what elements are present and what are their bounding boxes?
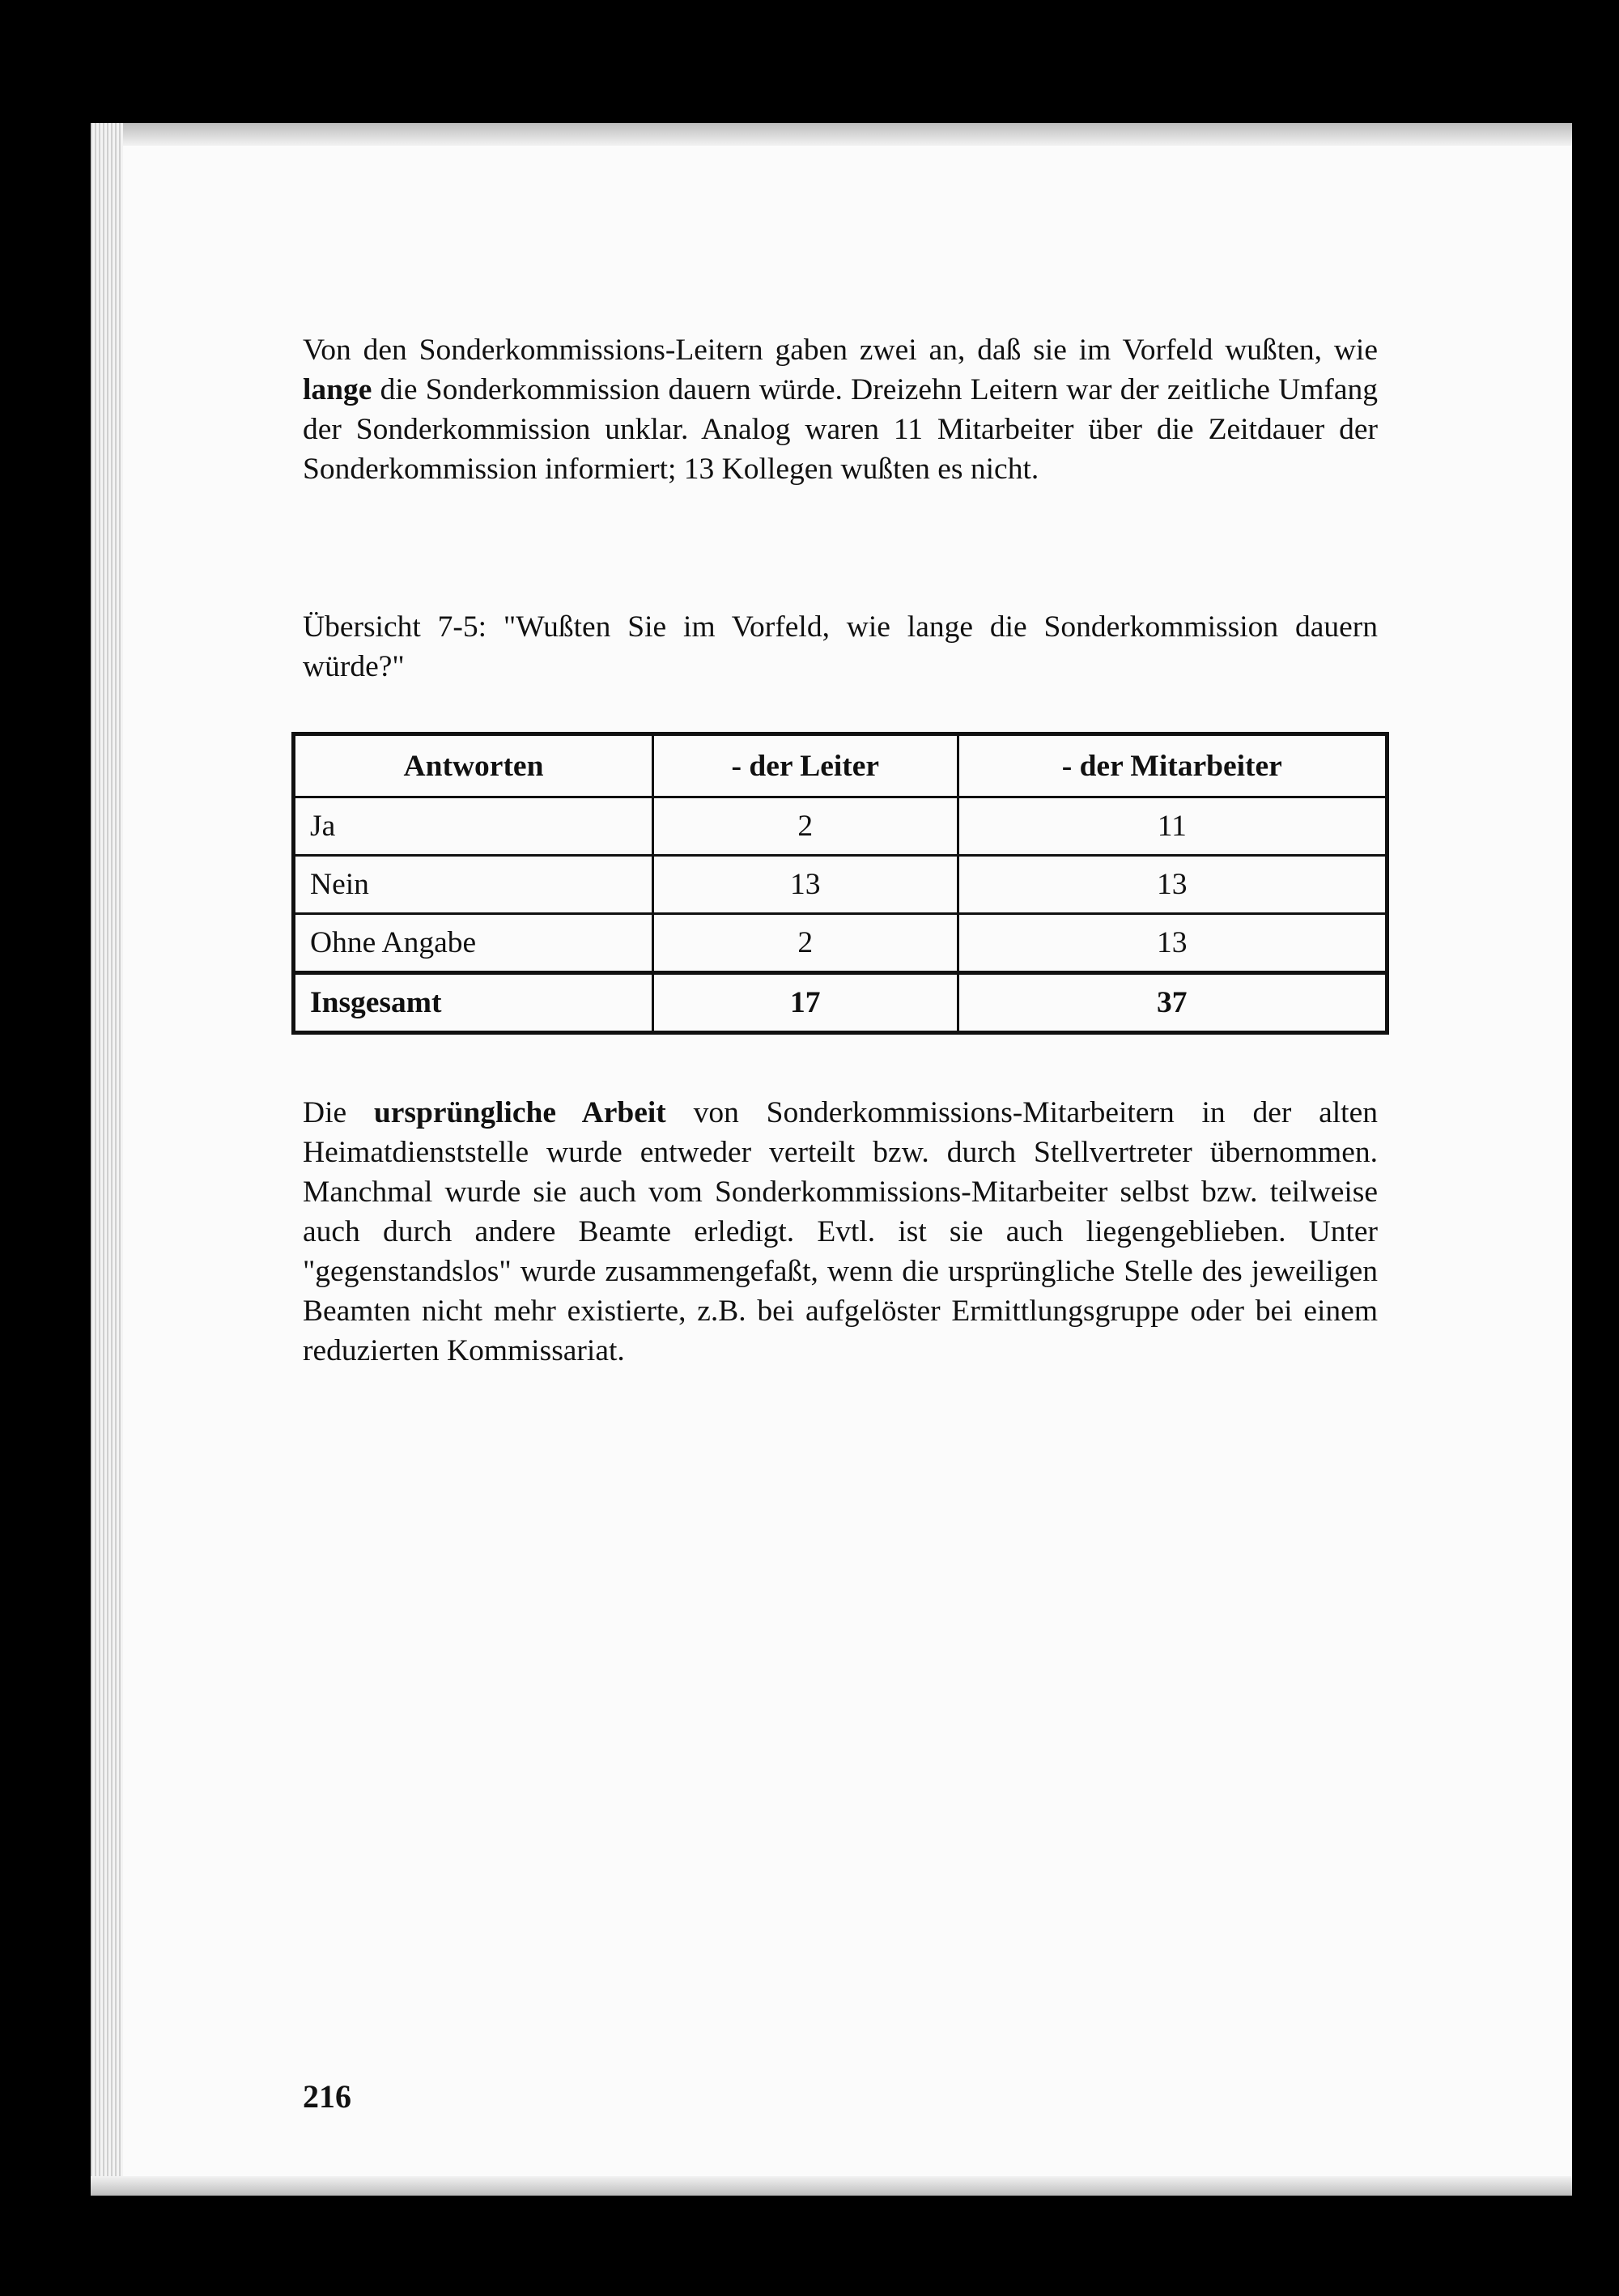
table-row <box>294 797 1387 856</box>
page-stack-edges <box>91 123 123 2196</box>
cell-mitarbeiter: 13 <box>958 855 1387 913</box>
cell-mitarbeiter: 11 <box>958 797 1387 856</box>
paragraph-intro <box>303 330 1378 489</box>
total-label: Insgesamt <box>294 972 653 1032</box>
table-header-row <box>294 734 1387 797</box>
total-leiter: 17 <box>653 972 958 1032</box>
scan-background <box>1572 123 1619 2196</box>
header-leiter: - der Leiter <box>653 734 958 797</box>
survey-table <box>291 732 1389 1035</box>
table-total-row <box>294 972 1387 1032</box>
row-label: Ohne Angabe <box>294 913 653 972</box>
emphasis: ursprüngliche Arbeit <box>373 1096 666 1129</box>
cell-leiter: 2 <box>653 797 958 856</box>
table-row <box>294 913 1387 972</box>
header-antworten: Antworten <box>294 734 653 797</box>
cell-leiter: 2 <box>653 913 958 972</box>
header-mitarbeiter: - der Mitarbeiter <box>958 734 1387 797</box>
total-mitarbeiter: 37 <box>958 972 1387 1032</box>
table-row <box>294 855 1387 913</box>
row-label: Nein <box>294 855 653 913</box>
cell-mitarbeiter: 13 <box>958 913 1387 972</box>
row-label: Ja <box>294 797 653 856</box>
cell-leiter: 13 <box>653 855 958 913</box>
text-run: Die <box>303 1096 374 1129</box>
text-run: von Sonderkommissions-Mitarbeitern in der alten Heimatdienststelle wurde entweder verteilt bzw. durch Stellvertreter übernommen. Manchmal wurde sie auch vom Sonderkommissions-Mitarbeiter selbst bzw. teilweise auch durch andere Beamte erledigt. Evtl. ist sie auch liegengeblieben. Unter "gegenstandslos" wurde zusammengefaßt, wenn die ursprüngliche Stelle des jeweiligen Beamten nicht mehr existierte, z.B. bei aufgelöster Ermittlungsgruppe oder bei einem reduzierten Kommissariat. <box>303 1096 1378 1367</box>
text-run: Von den Sonderkommissions-Leitern gaben zwei an, daß sie im Vorfeld wußten, wie <box>303 334 1378 367</box>
paragraph-original-work <box>303 1093 1378 1371</box>
table-caption: Übersicht 7-5: "Wußten Sie im Vorfeld, wie lange die Sonderkommission dauern würde?" <box>303 610 1378 683</box>
emphasis: lange <box>303 373 372 406</box>
page-bottom-shadow <box>91 2176 1572 2196</box>
page-top-shadow <box>91 123 1572 146</box>
text-run: die Sonderkommission dauern würde. Dreizehn Leitern war der zeitliche Umfang der Sonderkommission unklar. Analog waren 11 Mitarbeiter über die Zeitdauer der Sonderkommission informiert; 13 Kollegen wußten es nicht. <box>303 373 1378 486</box>
page-number: 216 <box>303 2078 351 2115</box>
